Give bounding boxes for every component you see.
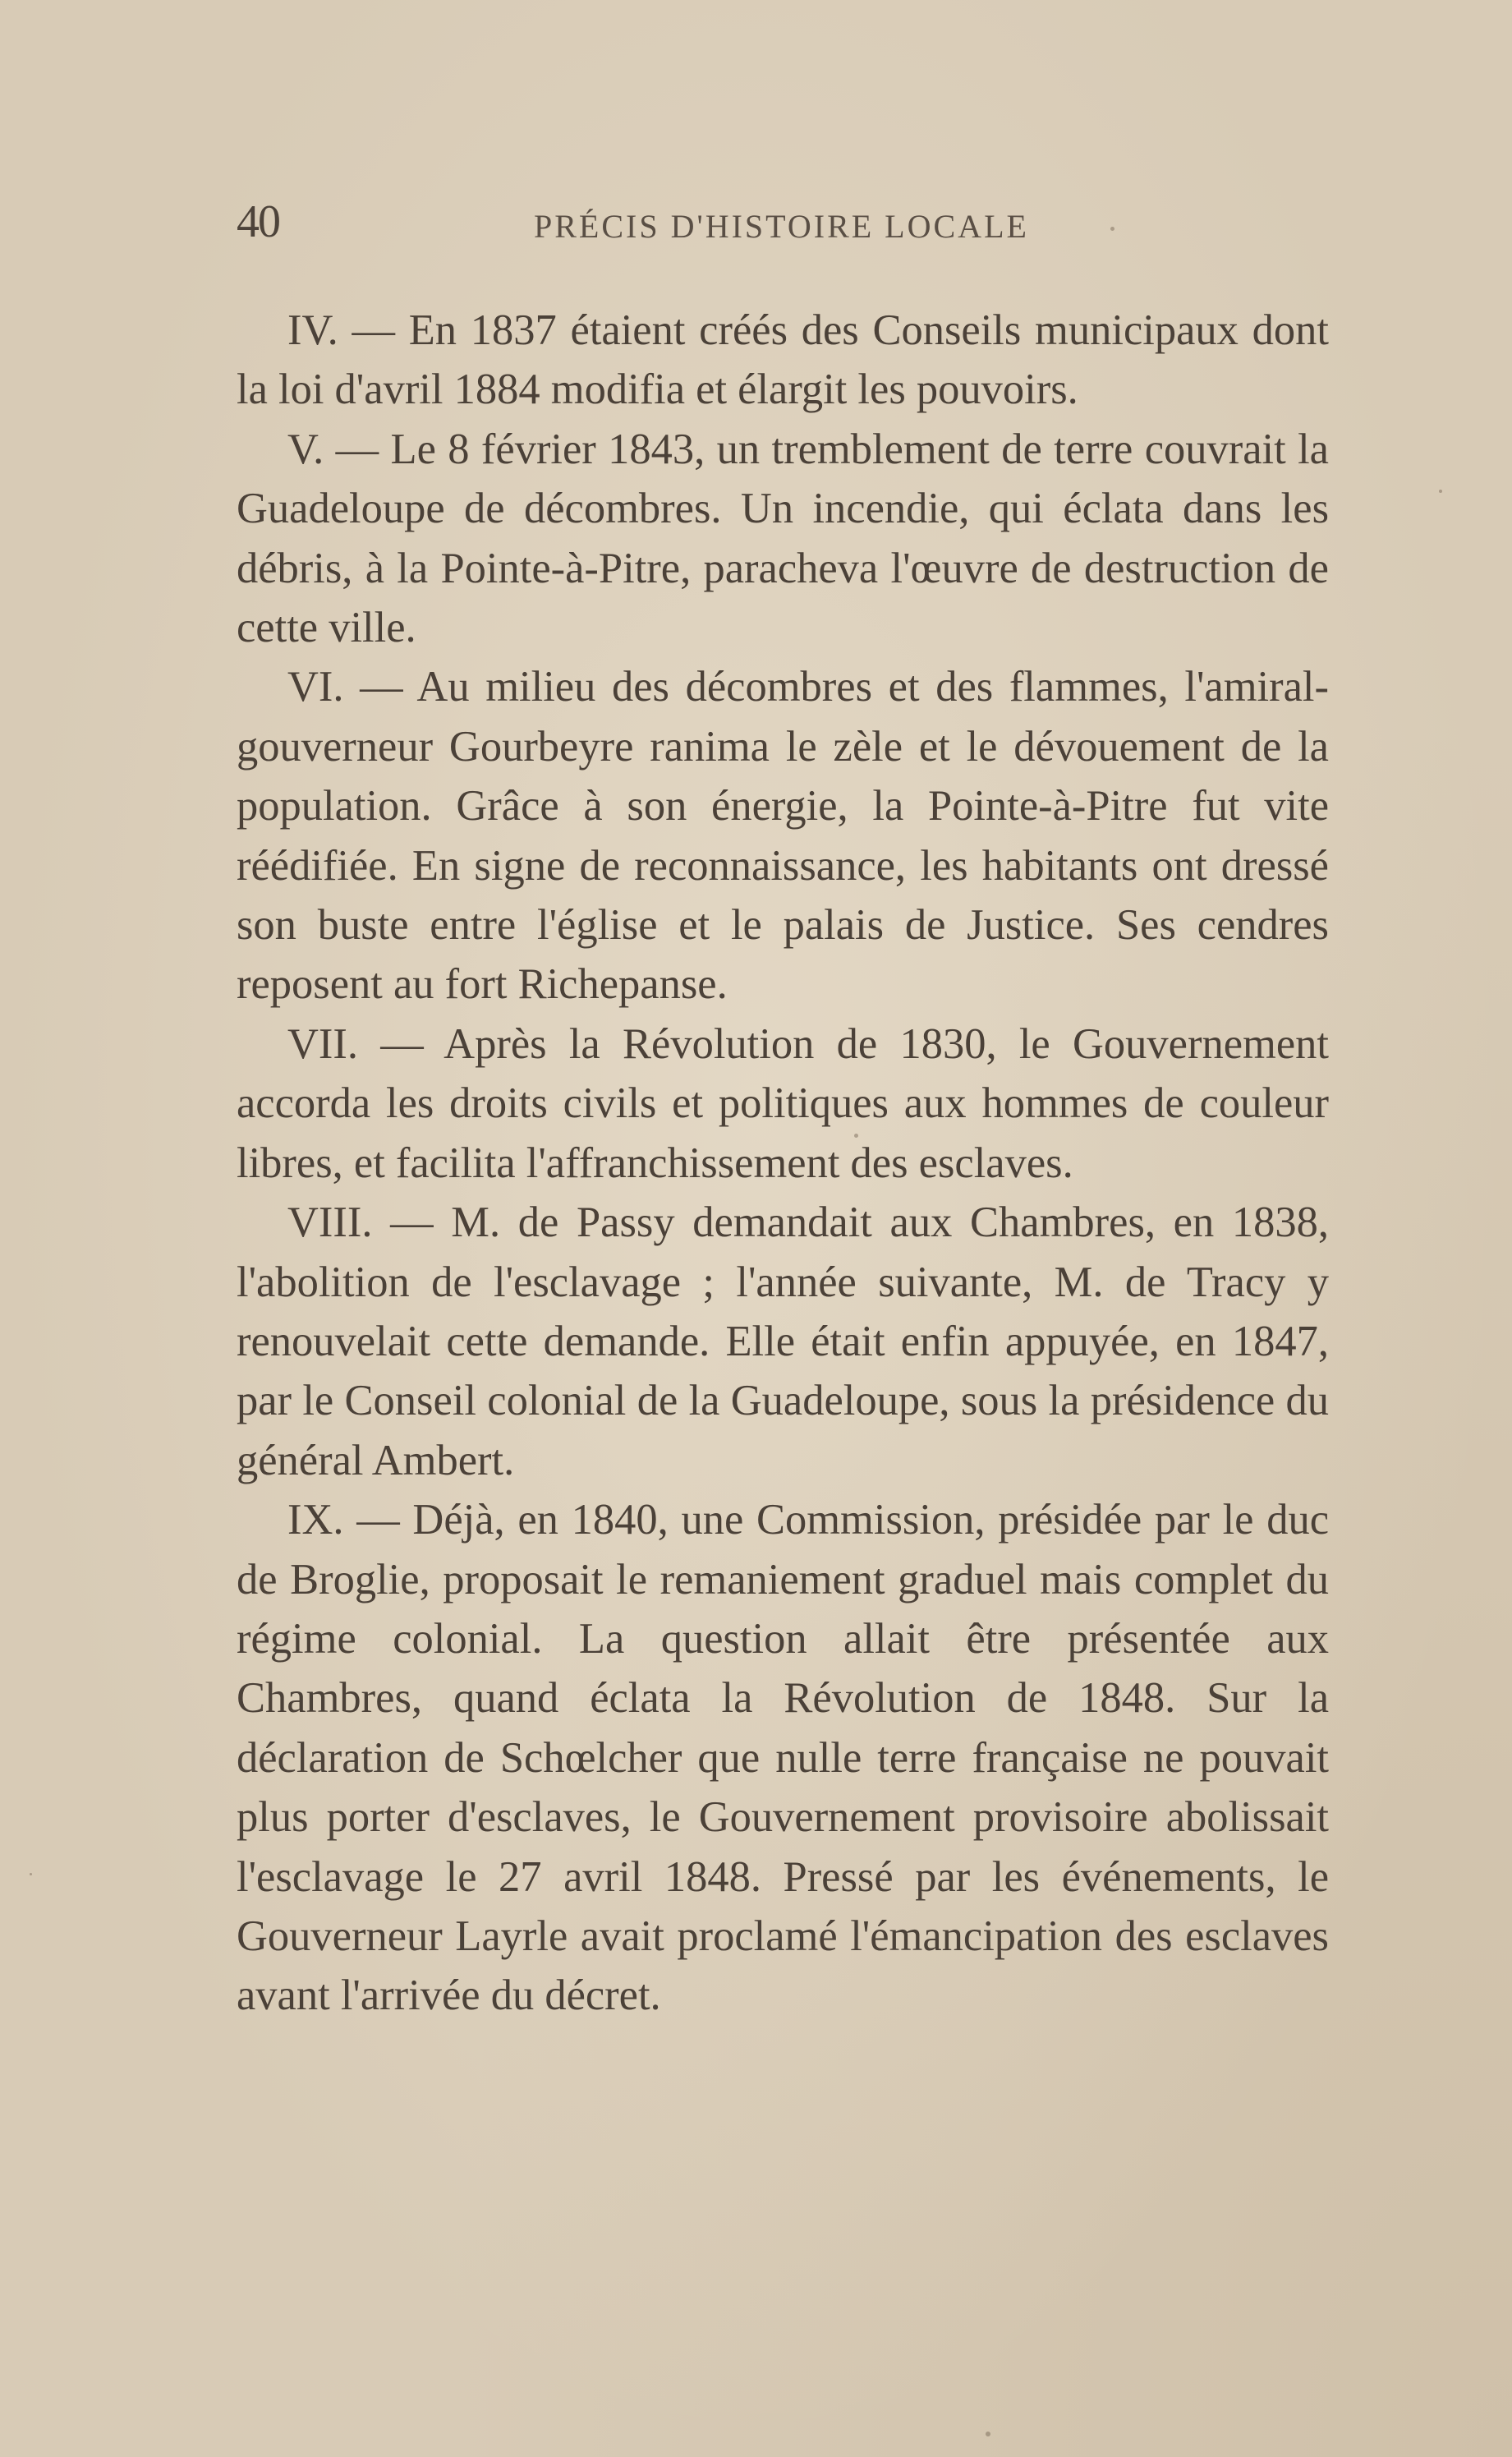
- paper-speck: [1110, 227, 1114, 231]
- page-number: 40: [237, 196, 279, 247]
- paragraph-ix: IX. — Déjà, en 1840, une Commission, présidée par le duc de Broglie, proposait le remaniement graduel mais complet du régime colonial. La question allait être présentée aux Chambres, quand éclata la Révolution de 1848. Sur la déclaration de Schœlcher que nulle terre française ne pouvait plus porter d'esclaves, le Gouvernement provisoire abolissait l'esclavage le 27 avril 1848. Pressé par les événements, le Gouverneur Layrle avait proclamé l'émancipation des esclaves avant l'arrivée du décret.: [237, 1496, 1329, 2020]
- running-head: PRÉCIS D'HISTOIRE LOCALE: [534, 208, 1029, 245]
- paragraph-iv: IV. — En 1837 étaient créés des Conseils municipaux dont la loi d'avril 1884 modifia et élargit les pouvoirs.: [237, 306, 1329, 414]
- paragraph-vii: VII. — Après la Révolution de 1830, le Gouvernement accorda les droits civils et politiques aux hommes de couleur libres, et facilita l'affranchissement des esclaves.: [237, 1019, 1329, 1187]
- paper-speck: [854, 1134, 858, 1138]
- paragraph-vi: VI. — Au milieu des décombres et des flammes, l'amiral-gouverneur Gourbeyre ranima le zèle et le dévouement de la population. Grâce à son énergie, la Pointe-à-Pitre fut vite réédifiée. En signe de reconnaissance, les habitants ont dressé son buste entre l'église et le palais de Justice. Ses cendres reposent au fort Richepanse.: [237, 663, 1329, 1009]
- paragraph-viii: VIII. — M. de Passy demandait aux Chambres, en 1838, l'abolition de l'esclavage ; l'année suivante, M. de Tracy y renouvelait cette demande. Elle était enfin appuyée, en 1847, par le Conseil colonial de la Guadeloupe, sous la présidence du général Ambert.: [237, 1199, 1329, 1484]
- body-text: [237, 301, 1329, 2026]
- paper-speck: [1439, 490, 1442, 493]
- paragraph-v: V. — Le 8 février 1843, un tremblement de terre couvrait la Guadeloupe de décombres. Un incendie, qui éclata dans les débris, à la Pointe-à-Pitre, paracheva l'œuvre de destruction de cette ville.: [237, 425, 1329, 652]
- paper-speck: [30, 1873, 32, 1875]
- paper-speck: [986, 2432, 990, 2436]
- page-header: [237, 196, 1329, 261]
